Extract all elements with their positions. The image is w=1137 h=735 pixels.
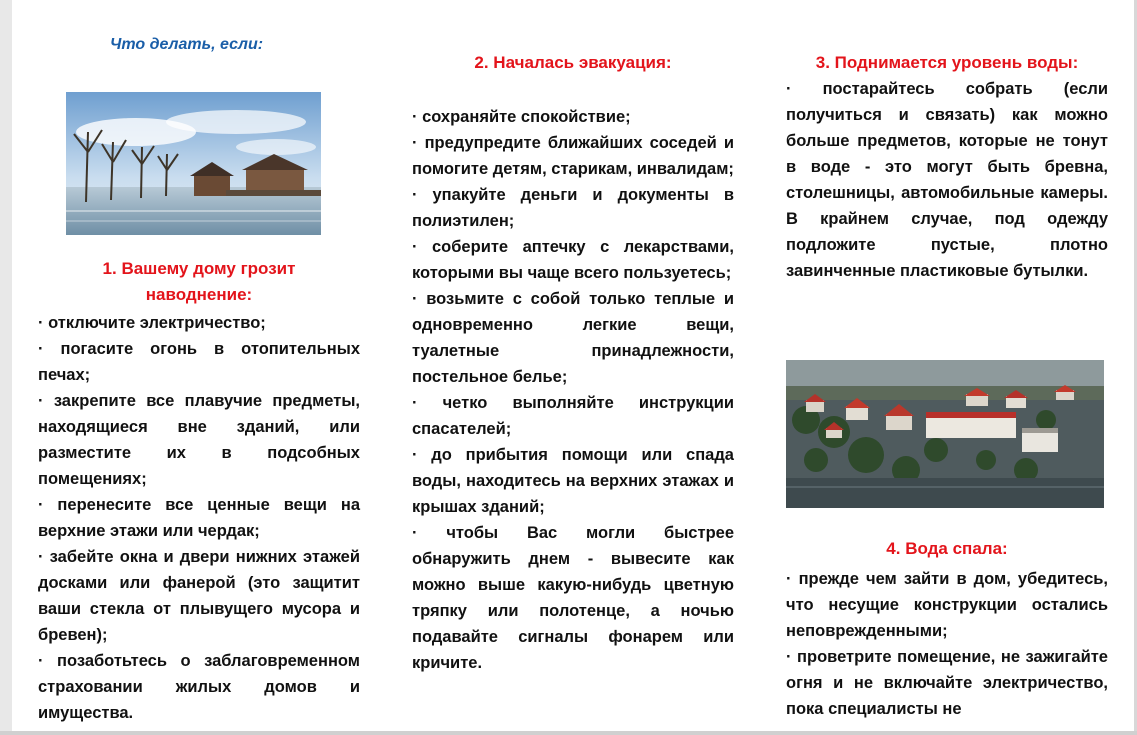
- list-item: · четко выполняйте инструкции спасателей;: [412, 394, 734, 438]
- flood-village-photo: [66, 92, 321, 235]
- section-4: [786, 536, 1108, 722]
- section-3-list: [786, 76, 1108, 284]
- section-2: [412, 50, 734, 676]
- flooded-town-aerial-photo: [786, 360, 1104, 508]
- list-item: · позаботьтесь о заблаговременном страховании жилых домов и имущества.: [38, 652, 360, 722]
- intro-title: Что делать, если:: [110, 36, 264, 53]
- list-item: · погасите огонь в отопительных печах;: [38, 340, 360, 384]
- section-1-list: [38, 310, 360, 726]
- section-3: [786, 50, 1108, 284]
- list-item: · прежде чем зайти в дом, убедитесь, что несущие конструкции остались неповрежденными;: [786, 570, 1108, 640]
- section-2-heading: 2. Началась эвакуация:: [474, 53, 672, 72]
- list-item: · до прибытия помощи или спада воды, находитесь на верхних этажах и крышах зданий;: [412, 446, 734, 516]
- list-item: · возьмите с собой только теплые и одновременно легкие вещи, туалетные принадлежности, постельное белье;: [412, 290, 734, 386]
- section-2-list: [412, 104, 734, 676]
- list-item: · предупредите ближайших соседей и помогите детям, старикам, инвалидам;: [412, 134, 734, 178]
- list-item: · чтобы Вас могли быстрее обнаружить днем - вывесите как можно выше какую-нибудь цветную тряпку или полотенце, а ночью подавайте сигналы фонарем или кричите.: [412, 524, 734, 672]
- list-item: · перенесите все ценные вещи на верхние этажи или чердак;: [38, 496, 360, 540]
- section-1-heading: 1. Вашему дому грозит наводнение:: [102, 259, 296, 304]
- list-item: · соберите аптечку с лекарствами, которыми вы чаще всего пользуетесь;: [412, 238, 734, 282]
- list-item: · сохраняйте спокойствие;: [412, 108, 631, 126]
- list-item: · закрепите все плавучие предметы, находящиеся вне зданий, или разместите их в подсобных помещениях;: [38, 392, 360, 488]
- list-item: · упакуйте деньги и документы в полиэтилен;: [412, 186, 734, 230]
- page-edge-left: [0, 0, 12, 735]
- section-1: [38, 256, 360, 726]
- list-item: · постарайтесь собрать (если получиться и связать) как можно больше предметов, которые не тонут в воде - это могут быть бревна, столешницы, автомобильные камеры. В крайнем случае, под одежду подложите пустые, плотно завинченные пластиковые бутылки.: [786, 80, 1108, 280]
- section-3-heading: 3. Поднимается уровень воды:: [815, 53, 1079, 72]
- page-edge-bottom: [0, 731, 1137, 735]
- section-4-heading: 4. Вода спала:: [886, 539, 1008, 558]
- list-item: · забейте окна и двери нижних этажей досками или фанерой (это защитит ваши стекла от плывущего мусора и бревен);: [38, 548, 360, 644]
- list-item: · отключите электричество;: [38, 314, 266, 332]
- list-item: · проветрите помещение, не зажигайте огня и не включайте электричество, пока специалисты не: [786, 648, 1108, 718]
- section-4-list: [786, 566, 1108, 722]
